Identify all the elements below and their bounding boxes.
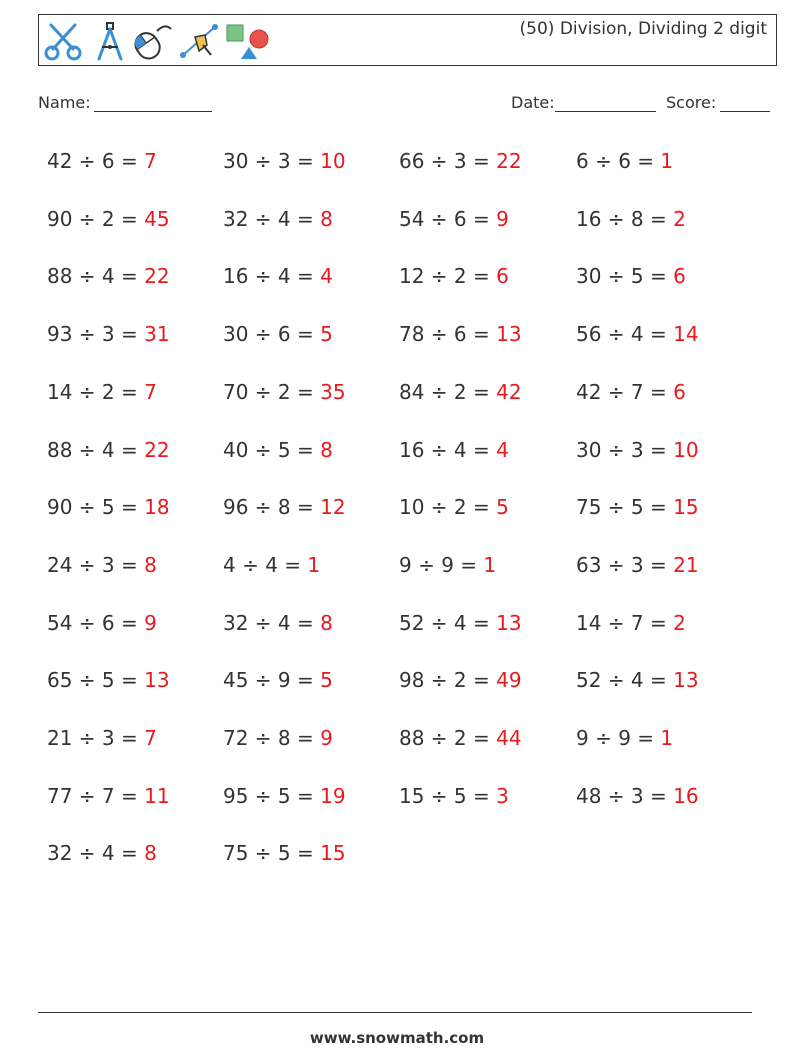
problem-question: 21 ÷ 3 = (47, 726, 145, 750)
problem-question: 88 ÷ 4 = (47, 438, 145, 462)
problem-answer: 13 (496, 322, 522, 346)
problem-item (47, 264, 170, 288)
problem-question: 52 ÷ 4 = (399, 611, 497, 635)
problem-item (223, 207, 333, 231)
problem-answer: 44 (496, 726, 522, 750)
problem-answer: 9 (320, 726, 333, 750)
problem-item (399, 784, 509, 808)
problem-item (47, 149, 157, 173)
problem-item (223, 264, 333, 288)
problem-item (223, 784, 346, 808)
problem-answer: 4 (320, 264, 333, 288)
problem-item (399, 438, 509, 462)
problem-answer: 45 (144, 207, 170, 231)
problem-item (399, 495, 509, 519)
problem-question: 88 ÷ 4 = (47, 264, 145, 288)
problem-question: 9 ÷ 9 = (576, 726, 661, 750)
problem-question: 24 ÷ 3 = (47, 553, 145, 577)
problem-question: 63 ÷ 3 = (576, 553, 674, 577)
problem-question: 54 ÷ 6 = (399, 207, 497, 231)
compass-icon (93, 21, 127, 65)
problem-item (223, 322, 333, 346)
problem-answer: 10 (673, 438, 699, 462)
date-blank[interactable] (555, 111, 656, 112)
problem-question: 9 ÷ 9 = (399, 553, 484, 577)
shapes-icon (225, 21, 273, 65)
score-label: Score: (666, 93, 717, 112)
problem-question: 65 ÷ 5 = (47, 668, 145, 692)
problem-answer: 7 (144, 149, 157, 173)
problem-item (576, 207, 686, 231)
problem-answer: 16 (673, 784, 699, 808)
problem-answer: 8 (144, 841, 157, 865)
mouse-icon (131, 21, 173, 65)
problem-answer: 15 (320, 841, 346, 865)
problem-answer: 1 (307, 553, 321, 577)
problem-question: 52 ÷ 4 = (576, 668, 674, 692)
problem-answer: 49 (496, 668, 522, 692)
problem-item (576, 438, 699, 462)
problem-answer: 8 (320, 438, 333, 462)
problem-item (576, 784, 699, 808)
problem-item (223, 438, 333, 462)
problem-answer: 5 (320, 668, 333, 692)
problem-answer: 15 (673, 495, 699, 519)
problem-item (47, 553, 157, 577)
worksheet-header (38, 14, 777, 66)
problem-answer: 22 (144, 438, 170, 462)
problem-question: 90 ÷ 5 = (47, 495, 145, 519)
problem-question: 30 ÷ 5 = (576, 264, 674, 288)
name-blank[interactable] (94, 111, 212, 112)
problem-question: 54 ÷ 6 = (47, 611, 145, 635)
problem-item (47, 784, 170, 808)
problem-item (576, 495, 699, 519)
problem-answer: 42 (496, 380, 522, 404)
problem-answer: 1 (483, 553, 497, 577)
scissors-icon (43, 21, 83, 65)
pen-tool-icon (177, 21, 221, 65)
problem-question: 70 ÷ 2 = (223, 380, 321, 404)
problem-question: 84 ÷ 2 = (399, 380, 497, 404)
problem-question: 12 ÷ 2 = (399, 264, 497, 288)
date-label: Date: (511, 93, 555, 112)
footer-divider (38, 1012, 752, 1013)
problem-item (576, 264, 686, 288)
problem-question: 66 ÷ 3 = (399, 149, 497, 173)
problem-question: 88 ÷ 2 = (399, 726, 497, 750)
problem-question: 32 ÷ 4 = (223, 207, 321, 231)
problem-answer: 7 (144, 726, 157, 750)
problem-answer: 14 (673, 322, 699, 346)
problem-item (223, 495, 346, 519)
problem-answer: 8 (320, 207, 333, 231)
problem-question: 14 ÷ 7 = (576, 611, 674, 635)
problem-item (47, 841, 157, 865)
problem-question: 4 ÷ 4 = (223, 553, 308, 577)
problem-item (399, 611, 522, 635)
problem-answer: 21 (673, 553, 699, 577)
problem-item (47, 726, 157, 750)
problem-question: 42 ÷ 6 = (47, 149, 145, 173)
footer-url: www.snowmath.com (309, 1029, 485, 1047)
problem-question: 75 ÷ 5 = (576, 495, 674, 519)
name-label: Name: (38, 93, 91, 112)
problem-item (399, 726, 522, 750)
problem-answer: 2 (673, 611, 686, 635)
problem-question: 30 ÷ 3 = (223, 149, 321, 173)
problem-answer: 9 (496, 207, 509, 231)
header-icon-strip (43, 19, 283, 63)
problem-item (47, 668, 170, 692)
score-blank[interactable] (720, 111, 770, 112)
problem-answer: 22 (496, 149, 522, 173)
problem-item (399, 553, 496, 577)
problem-item (223, 611, 333, 635)
problem-question: 6 ÷ 6 = (576, 149, 661, 173)
problem-item (399, 322, 522, 346)
problem-item (223, 149, 346, 173)
problem-question: 48 ÷ 3 = (576, 784, 674, 808)
problem-question: 78 ÷ 6 = (399, 322, 497, 346)
problem-question: 72 ÷ 8 = (223, 726, 321, 750)
problem-question: 77 ÷ 7 = (47, 784, 145, 808)
problem-question: 90 ÷ 2 = (47, 207, 145, 231)
problem-question: 30 ÷ 6 = (223, 322, 321, 346)
problem-answer: 6 (496, 264, 509, 288)
problem-answer: 4 (496, 438, 509, 462)
problem-answer: 3 (496, 784, 509, 808)
problem-item (399, 207, 509, 231)
problem-answer: 8 (320, 611, 333, 635)
problem-answer: 9 (144, 611, 157, 635)
problem-answer: 13 (496, 611, 522, 635)
problem-item (47, 611, 157, 635)
problem-answer: 35 (320, 380, 346, 404)
problem-question: 45 ÷ 9 = (223, 668, 321, 692)
problem-question: 14 ÷ 2 = (47, 380, 145, 404)
problem-answer: 18 (144, 495, 170, 519)
problem-question: 95 ÷ 5 = (223, 784, 321, 808)
problem-answer: 19 (320, 784, 346, 808)
problem-answer: 6 (673, 264, 686, 288)
problem-question: 15 ÷ 5 = (399, 784, 497, 808)
problem-answer: 13 (144, 668, 170, 692)
problem-item (223, 841, 346, 865)
problem-question: 30 ÷ 3 = (576, 438, 674, 462)
problem-item (47, 380, 157, 404)
worksheet-title: (50) Division, Dividing 2 digit (519, 19, 767, 39)
problem-answer: 22 (144, 264, 170, 288)
problem-answer: 5 (496, 495, 509, 519)
problem-item (47, 495, 170, 519)
problem-answer: 1 (660, 726, 674, 750)
problem-answer: 31 (144, 322, 170, 346)
problem-item (576, 611, 686, 635)
problem-question: 93 ÷ 3 = (47, 322, 145, 346)
problem-question: 16 ÷ 8 = (576, 207, 674, 231)
problem-answer: 1 (660, 149, 674, 173)
problem-question: 42 ÷ 7 = (576, 380, 674, 404)
problem-answer: 5 (320, 322, 333, 346)
problem-answer: 7 (144, 380, 157, 404)
problem-question: 75 ÷ 5 = (223, 841, 321, 865)
problem-question: 40 ÷ 5 = (223, 438, 321, 462)
problem-question: 32 ÷ 4 = (223, 611, 321, 635)
problem-answer: 2 (673, 207, 686, 231)
problem-question: 16 ÷ 4 = (223, 264, 321, 288)
problem-item (223, 380, 346, 404)
problem-item (223, 553, 320, 577)
problem-answer: 6 (673, 380, 686, 404)
problem-question: 16 ÷ 4 = (399, 438, 497, 462)
problem-item (223, 726, 333, 750)
problem-item (47, 207, 170, 231)
problem-item (576, 380, 686, 404)
problem-item (399, 149, 522, 173)
problem-question: 96 ÷ 8 = (223, 495, 321, 519)
problem-answer: 12 (320, 495, 346, 519)
problem-item (576, 322, 699, 346)
problem-item (47, 322, 170, 346)
problem-question: 32 ÷ 4 = (47, 841, 145, 865)
problem-item (399, 380, 522, 404)
problem-question: 56 ÷ 4 = (576, 322, 674, 346)
problem-item (576, 149, 673, 173)
problem-item (576, 553, 699, 577)
problem-answer: 11 (144, 784, 170, 808)
problem-answer: 13 (673, 668, 699, 692)
problem-item (576, 726, 673, 750)
problem-question: 10 ÷ 2 = (399, 495, 497, 519)
problem-item (223, 668, 333, 692)
problem-item (399, 264, 509, 288)
problem-item (399, 668, 522, 692)
problem-item (576, 668, 699, 692)
problem-item (47, 438, 170, 462)
problem-answer: 10 (320, 149, 346, 173)
problem-answer: 8 (144, 553, 157, 577)
problem-question: 98 ÷ 2 = (399, 668, 497, 692)
